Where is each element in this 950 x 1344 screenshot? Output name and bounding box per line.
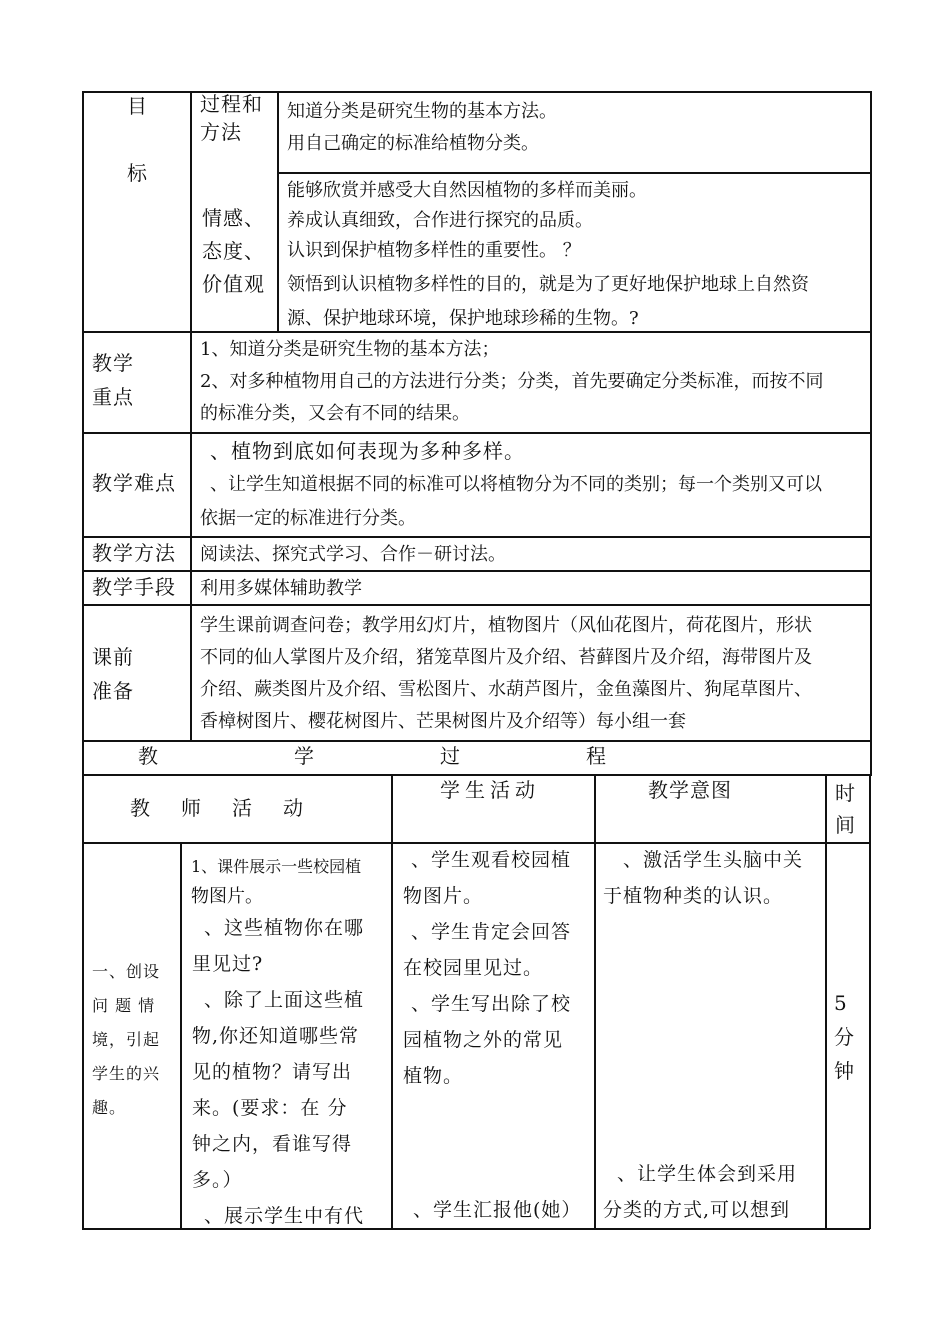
rule <box>869 774 871 1229</box>
rule <box>190 91 192 740</box>
key-points-label: 教学 重点 <box>92 351 134 409</box>
means-label: 教学手段 <box>92 575 176 599</box>
preparation-label: 课前 准备 <box>92 645 134 703</box>
rule <box>277 91 279 331</box>
process-heading-2: 学 <box>294 744 315 768</box>
preparation-text: 学生课前调查问卷；教学用幻灯片，植物图片（风仙花图片，荷花图片，形状 不同的仙人掌图片及介绍，猪笼草图片及介绍、苔藓图片及介绍，海带图片及 介绍、蕨类图片及介绍、雪松图片、水葫芦图片，金鱼藻图片、狗尾草图片、 香樟树图片、樱花树图片、芒果树图片及介绍等）每小组一套 <box>200 615 812 732</box>
rule <box>82 536 872 538</box>
time-header: 时 间 <box>835 781 856 837</box>
key-points-text: 1、知道分类是研究生物的基本方法； 2、对多种植物用自己的方法进行分类；分类，首先要确定分类标准，而按不同 的标准分类，又会有不同的结果。 <box>200 339 824 424</box>
difficulties-text: 、植物到底如何表现为多种多样。 、让学生知道根据不同的标准可以将植物分为不同的类别；每一个类别又可以 依据一定的标准进行分类。 <box>200 439 822 529</box>
rule <box>82 774 872 776</box>
method-label: 教学方法 <box>92 541 176 565</box>
rule <box>391 774 393 1229</box>
rule <box>82 774 84 1229</box>
rule <box>870 91 872 774</box>
stage-label: 一、创设 问 题 情 境，引起 学生的兴 趣。 <box>92 962 161 1117</box>
goals-label-top: 目 <box>127 94 148 118</box>
rule <box>594 774 596 1229</box>
rule <box>82 604 872 606</box>
process-heading-3: 过 <box>440 744 461 768</box>
goals-label-bottom: 标 <box>127 161 148 185</box>
emotion-label: 情感、 态度、 价值观 <box>202 206 265 296</box>
means-text: 利用多媒体辅助教学 <box>200 578 362 599</box>
process-method-label: 过程和 方法 <box>200 92 263 144</box>
teacher-activity-text: 、这些植物你在哪 里见过? 、除了上面这些植 物,你还知道哪些常 见的植物？请写出 来。(要求：在 分 钟之内，看谁写得 多。） 、展示学生中有代 <box>192 917 365 1227</box>
intent-text-1: 、激活学生头脑中关 于植物种类的认识。 <box>603 849 804 907</box>
difficulties-label: 教学难点 <box>92 471 176 495</box>
rule <box>82 570 872 572</box>
rule <box>825 774 827 1229</box>
process-heading-1: 教 <box>138 744 159 768</box>
method-text: 阅读法、探究式学习、合作－研讨法。 <box>200 544 506 565</box>
process-method-text: 知道分类是研究生物的基本方法。 用自己确定的标准给植物分类。 <box>287 101 557 154</box>
time-value: 5 分 钟 <box>834 991 855 1083</box>
rule <box>82 740 872 742</box>
intent-text-2: 、让学生体会到采用 分类的方式,可以想到 <box>603 1163 798 1221</box>
process-heading-4: 程 <box>586 744 607 768</box>
student-activity-text: 、学生观看校园植 物图片。 、学生肯定会回答 在校园里见过。 、学生写出除了校 园植物之外的常见 植物。 <box>403 849 572 1087</box>
rule <box>277 172 872 174</box>
rule <box>82 91 84 774</box>
student-activity-header: 学生活动 <box>440 778 540 802</box>
emotion-text: 能够欣赏并感受大自然因植物的多样而美丽。 养成认真细致，合作进行探究的品质。 认识到保护植物多样性的重要性。 ？ 领悟到认识植物多样性的目的，就是为了更好地保护地球上自然资 源、保护地球环境，保护地球珍稀的生物。? <box>287 180 809 329</box>
intent-header: 教学意图 <box>648 778 732 802</box>
rule <box>180 842 182 1229</box>
teacher-activity-header: 教 师 活 动 <box>130 796 304 820</box>
teacher-activity-intro: 1、课件展示一些校园植 物图片。 <box>191 857 362 907</box>
student-activity-last: 、学生汇报他(她） <box>413 1199 582 1221</box>
